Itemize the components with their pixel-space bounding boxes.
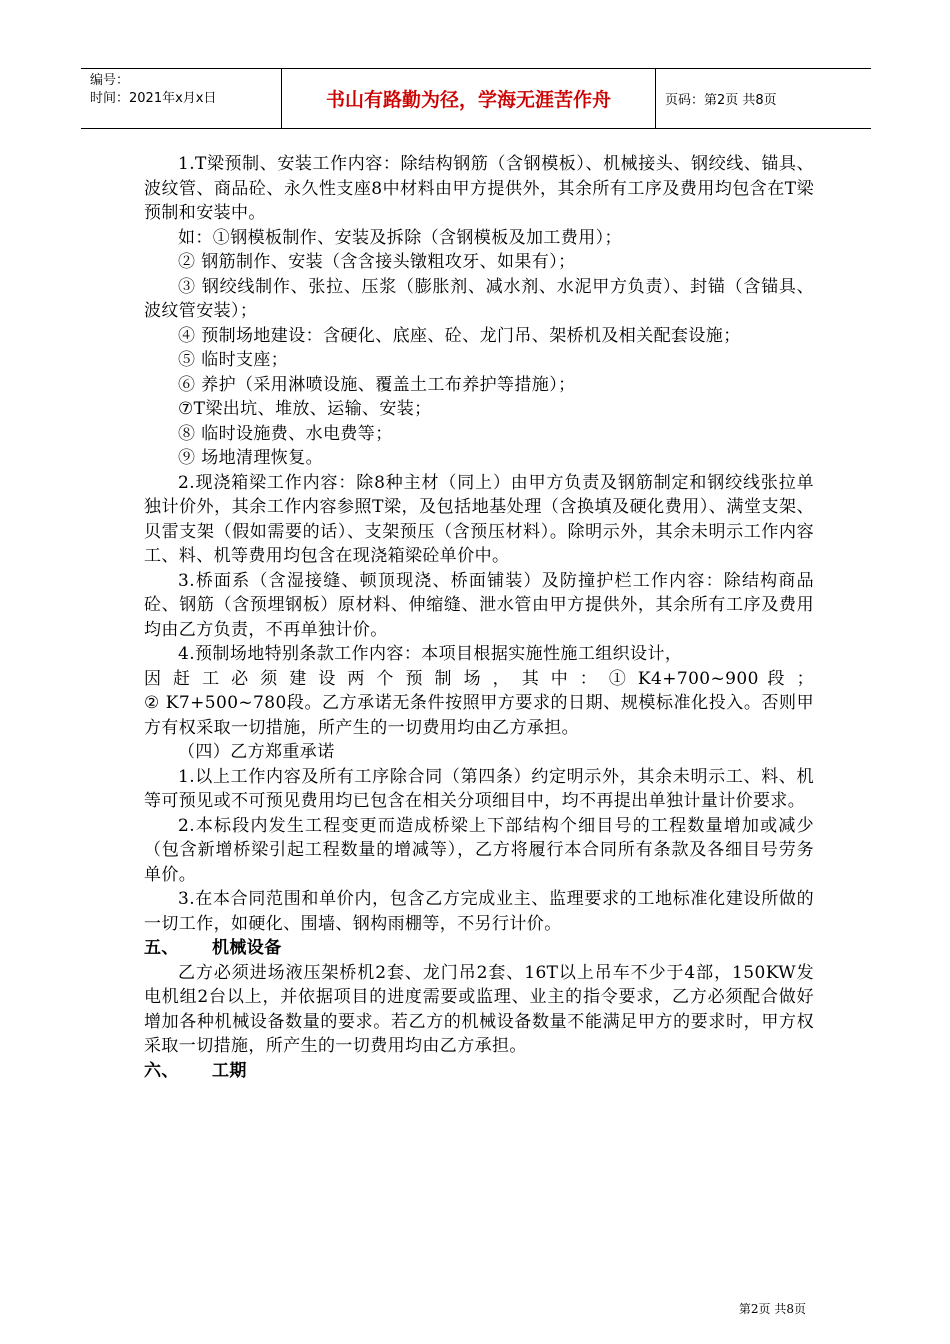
section-heading: 机械设备 — [212, 938, 282, 958]
list-item: ⑥ 养护（采用淋喷设施、覆盖土工布养护等措施）； — [178, 374, 576, 395]
subsection-title: （四）乙方郑重承诺 — [178, 742, 335, 762]
document-body — [144, 152, 814, 1083]
header-motto: 书山有路勤为径，学海无涯苦作舟 — [282, 69, 656, 128]
section-number: 六、 — [144, 1060, 179, 1081]
section-number: 五、 — [144, 938, 179, 958]
header-info-cell — [81, 69, 282, 128]
header-page-label: 页码：第2页 共8页 — [665, 93, 777, 108]
paragraph-precast-yard-line1: 4.预制场地特别条款工作内容：本项目根据实施性施工组织设计， — [178, 644, 683, 664]
paragraph-precast-yard-line2: 因 赶 工 必 须 建 设 两 个 预 制 场 ， 其 中 ： ① K4+700~900 段 ； — [144, 668, 814, 689]
paragraph-equipment: 乙方必须进场液压架桥机2套、龙门吊2套、16T以上吊车不少于4部，150KW发电机组2台以上，并依据项目的进度需要或监理、业主的指令要求，乙方必须配合做好增加各种机械设备数量的要求。若乙方的机械设备数量不能满足甲方的要求时，甲方权采取一切措施，所产生的一切费用均由乙方承担。 — [144, 962, 814, 1056]
list-item: ⑧ 临时设施费、水电费等； — [178, 423, 393, 444]
list-item: ② 钢筋制作、安装（含含接头镦粗攻牙、如果有）； — [178, 252, 576, 272]
paragraph-box-girder: 2.现浇箱梁工作内容：除8种主材（同上）由甲方负责及钢筋制定和钢绞线张拉单独计价外，其余工作内容参照T梁，及包括地基处理（含换填及硬化费用）、满堂支架、贝雷支架（假如需要的话）、支架预压（含预压材料）。除明示外，其余未明示工作内容工、料、机等费用均包含在现浇箱梁砼单价中。 — [144, 472, 814, 566]
commitment-1: 1.以上工作内容及所有工序除合同（第四条）约定明示外，其余未明示工、料、机等可预见或不可预见费用均已包含在相关分项细目中，均不再提出单独计量计价要求。 — [144, 766, 814, 811]
section-title-equipment — [144, 936, 814, 961]
section-heading: 工期 — [212, 1060, 247, 1081]
section-title-schedule — [144, 1059, 814, 1084]
paragraph-t-beam: 1.T梁预制、安装工作内容：除结构钢筋（含钢模板）、机械接头、钢绞线、锚具、波纹管、商品砼、永久性支座8中材料由甲方提供外，其余所有工序及费用均包含在T梁预制和安装中。 — [144, 154, 814, 223]
document-number-label: 编号： — [90, 73, 130, 88]
paragraph-deck-system: 3.桥面系（含湿接缝、顿顶现浇、桥面铺装）及防撞护栏工作内容：除结构商品砼、钢筋（含预埋钢板）原材料、伸缩缝、泄水管由甲方提供外，其余所有工序及费用均由乙方负责，不再单独计价。 — [144, 570, 814, 640]
list-item: ⑦T梁出坑、堆放、运输、安装； — [178, 399, 432, 419]
paragraph-precast-yard-rest: ② K7+500~780段。乙方承诺无条件按照甲方要求的日期、规模标准化投入。否则甲方有权采取一切措施，所产生的一切费用均由乙方承担。 — [144, 693, 814, 738]
document-date-label: 时间：2021年x月x日 — [90, 91, 217, 106]
list-item: 如：①钢模板制作、安装及拆除（含钢模板及加工费用）； — [178, 227, 622, 248]
commitment-3: 3.在本合同范围和单价内，包含乙方完成业主、监理要求的工地标准化建设所做的一切工作，如硬化、围墙、钢构雨棚等，不另行计价。 — [144, 889, 814, 934]
list-item: ⑤ 临时支座； — [178, 350, 289, 370]
page-footer: 第2页 共8页 — [738, 1302, 806, 1316]
list-item: ⑨ 场地清理恢复。 — [178, 448, 324, 468]
list-item: ④ 预制场地建设：含硬化、底座、砼、龙门吊、架桥机及相关配套设施； — [178, 325, 741, 346]
list-item: ③ 钢绞线制作、张拉、压浆（膨胀剂、减水剂、水泥甲方负责）、封锚（含锚具、波纹管安装）； — [144, 276, 814, 321]
commitment-2: 2.本标段内发生工程变更而造成桥梁上下部结构个细目号的工程数量增加或减少（包含新增桥梁引起工程数量的增减等），乙方将履行本合同所有条款及各细目号劳务单价。 — [144, 815, 814, 885]
page-header — [81, 68, 871, 129]
